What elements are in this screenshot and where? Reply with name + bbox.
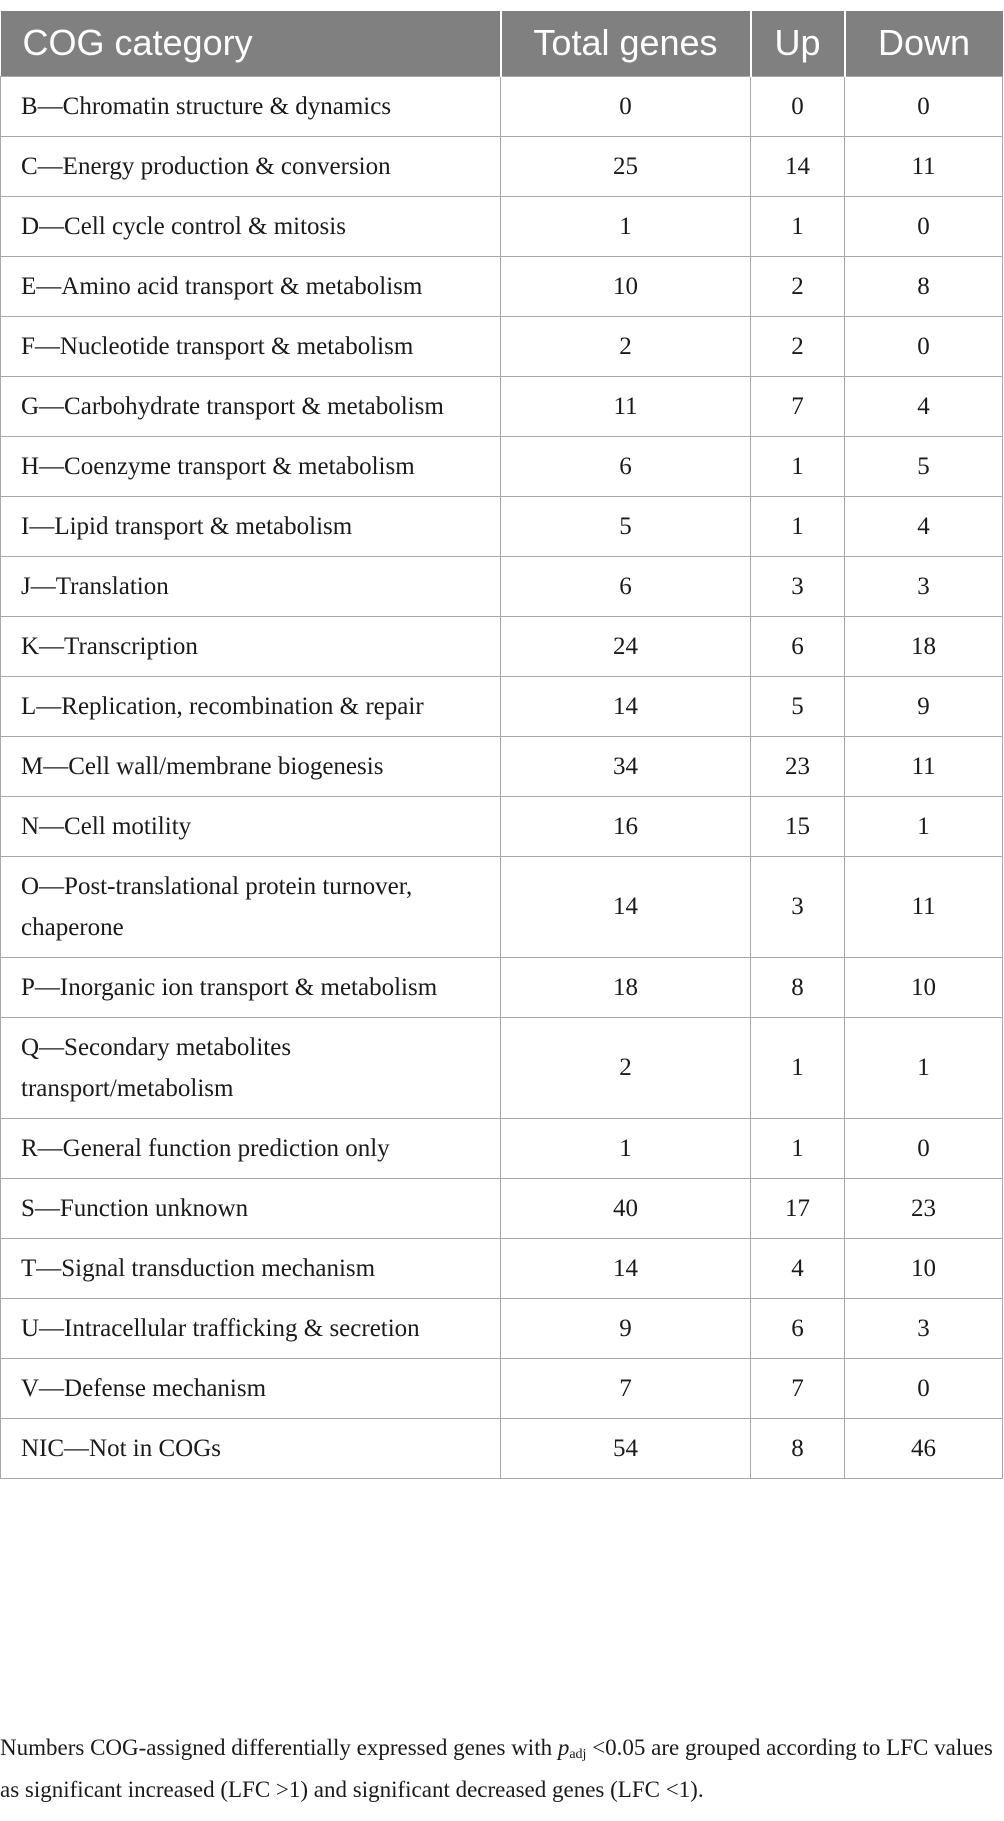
cell-total: 6 xyxy=(501,436,751,496)
cell-total: 18 xyxy=(501,957,751,1017)
header-cog-category: COG category xyxy=(1,11,501,76)
cell-down: 0 xyxy=(845,1358,1003,1418)
cell-down: 4 xyxy=(845,496,1003,556)
cell-down: 18 xyxy=(845,616,1003,676)
table-row xyxy=(1,316,1003,376)
cell-up: 3 xyxy=(751,856,845,957)
cell-down: 1 xyxy=(845,796,1003,856)
cell-total: 7 xyxy=(501,1358,751,1418)
cell-total: 2 xyxy=(501,316,751,376)
cell-category: T—Signal transduction mechanism xyxy=(1,1238,501,1298)
cell-category: F—Nucleotide transport & metabolism xyxy=(1,316,501,376)
cog-table xyxy=(0,11,1003,1479)
cell-category: G—Carbohydrate transport & metabolism xyxy=(1,376,501,436)
cell-total: 11 xyxy=(501,376,751,436)
footnote-text-before: Numbers COG-assigned differentially expressed genes with xyxy=(0,1735,558,1760)
table-row xyxy=(1,1418,1003,1478)
cell-down: 10 xyxy=(845,1238,1003,1298)
cell-up: 1 xyxy=(751,1017,845,1118)
cell-total: 54 xyxy=(501,1418,751,1478)
cell-category: E—Amino acid transport & metabolism xyxy=(1,256,501,316)
cell-down: 3 xyxy=(845,556,1003,616)
cell-down: 0 xyxy=(845,76,1003,136)
table-row xyxy=(1,1118,1003,1178)
cell-total: 6 xyxy=(501,556,751,616)
footnote-text-after: <0.05 are grouped according to LFC values as significant increased (LFC >1) and significant decreased genes (LFC <1). xyxy=(0,1735,993,1802)
cell-category: D—Cell cycle control & mitosis xyxy=(1,196,501,256)
table-row xyxy=(1,436,1003,496)
cell-down: 46 xyxy=(845,1418,1003,1478)
cell-up: 1 xyxy=(751,1118,845,1178)
cell-up: 6 xyxy=(751,616,845,676)
cell-category: K—Transcription xyxy=(1,616,501,676)
cell-category: O—Post-translational protein turnover, chaperone xyxy=(1,856,501,957)
cell-up: 15 xyxy=(751,796,845,856)
cell-total: 16 xyxy=(501,796,751,856)
cell-down: 0 xyxy=(845,316,1003,376)
table-row xyxy=(1,1017,1003,1118)
cell-up: 4 xyxy=(751,1238,845,1298)
cell-up: 1 xyxy=(751,436,845,496)
cell-down: 0 xyxy=(845,1118,1003,1178)
cell-down: 9 xyxy=(845,676,1003,736)
cell-up: 7 xyxy=(751,376,845,436)
cell-down: 11 xyxy=(845,136,1003,196)
p-symbol: p xyxy=(557,1735,570,1760)
cell-total: 14 xyxy=(501,1238,751,1298)
cell-category: Q—Secondary metabolites transport/metabolism xyxy=(1,1017,501,1118)
cell-total: 10 xyxy=(501,256,751,316)
cell-category: N—Cell motility xyxy=(1,796,501,856)
cell-up: 0 xyxy=(751,76,845,136)
cell-total: 34 xyxy=(501,736,751,796)
table-row xyxy=(1,1298,1003,1358)
table-row xyxy=(1,496,1003,556)
table-row xyxy=(1,796,1003,856)
cell-total: 14 xyxy=(501,856,751,957)
cell-down: 11 xyxy=(845,736,1003,796)
table-row xyxy=(1,256,1003,316)
table-row xyxy=(1,856,1003,957)
table-row xyxy=(1,1358,1003,1418)
cell-down: 1 xyxy=(845,1017,1003,1118)
cell-total: 2 xyxy=(501,1017,751,1118)
cell-category: R—General function prediction only xyxy=(1,1118,501,1178)
header-row xyxy=(1,11,1003,76)
table-body xyxy=(1,76,1003,1478)
p-adj-subscript: adj xyxy=(569,1747,587,1762)
cell-total: 0 xyxy=(501,76,751,136)
cell-down: 0 xyxy=(845,196,1003,256)
cell-category: C—Energy production & conversion xyxy=(1,136,501,196)
cell-category: V—Defense mechanism xyxy=(1,1358,501,1418)
cell-total: 25 xyxy=(501,136,751,196)
header-total-genes: Total genes xyxy=(501,11,751,76)
cell-up: 3 xyxy=(751,556,845,616)
cell-category: L—Replication, recombination & repair xyxy=(1,676,501,736)
header-up: Up xyxy=(751,11,845,76)
cell-category: U—Intracellular trafficking & secretion xyxy=(1,1298,501,1358)
table-row xyxy=(1,616,1003,676)
table-row xyxy=(1,1178,1003,1238)
cell-category: I—Lipid transport & metabolism xyxy=(1,496,501,556)
p-adj-symbol xyxy=(558,1735,587,1760)
cell-category: J—Translation xyxy=(1,556,501,616)
cell-total: 1 xyxy=(501,1118,751,1178)
cell-down: 4 xyxy=(845,376,1003,436)
cell-down: 8 xyxy=(845,256,1003,316)
cell-total: 40 xyxy=(501,1178,751,1238)
cell-down: 23 xyxy=(845,1178,1003,1238)
cell-total: 14 xyxy=(501,676,751,736)
cell-up: 2 xyxy=(751,316,845,376)
cell-up: 23 xyxy=(751,736,845,796)
cell-category: B—Chromatin structure & dynamics xyxy=(1,76,501,136)
cell-up: 8 xyxy=(751,957,845,1017)
cell-category: H—Coenzyme transport & metabolism xyxy=(1,436,501,496)
cell-category: S—Function unknown xyxy=(1,1178,501,1238)
cell-up: 5 xyxy=(751,676,845,736)
cell-up: 8 xyxy=(751,1418,845,1478)
cell-total: 24 xyxy=(501,616,751,676)
cell-down: 5 xyxy=(845,436,1003,496)
cell-up: 14 xyxy=(751,136,845,196)
cell-down: 3 xyxy=(845,1298,1003,1358)
cell-category: P—Inorganic ion transport & metabolism xyxy=(1,957,501,1017)
cell-total: 1 xyxy=(501,196,751,256)
cell-up: 6 xyxy=(751,1298,845,1358)
table-row xyxy=(1,957,1003,1017)
cell-category: NIC—Not in COGs xyxy=(1,1418,501,1478)
cell-total: 9 xyxy=(501,1298,751,1358)
cell-up: 7 xyxy=(751,1358,845,1418)
cell-up: 17 xyxy=(751,1178,845,1238)
table-footnote xyxy=(0,1730,1000,1807)
table-row xyxy=(1,196,1003,256)
table-row xyxy=(1,676,1003,736)
cell-down: 10 xyxy=(845,957,1003,1017)
cell-total: 5 xyxy=(501,496,751,556)
table-row xyxy=(1,556,1003,616)
table-row xyxy=(1,736,1003,796)
cell-up: 1 xyxy=(751,196,845,256)
cell-down: 11 xyxy=(845,856,1003,957)
table-row xyxy=(1,76,1003,136)
cell-category: M—Cell wall/membrane biogenesis xyxy=(1,736,501,796)
header-down: Down xyxy=(845,11,1003,76)
cell-up: 2 xyxy=(751,256,845,316)
table-row xyxy=(1,1238,1003,1298)
cell-up: 1 xyxy=(751,496,845,556)
table-header xyxy=(1,11,1003,76)
table-row xyxy=(1,376,1003,436)
table-row xyxy=(1,136,1003,196)
